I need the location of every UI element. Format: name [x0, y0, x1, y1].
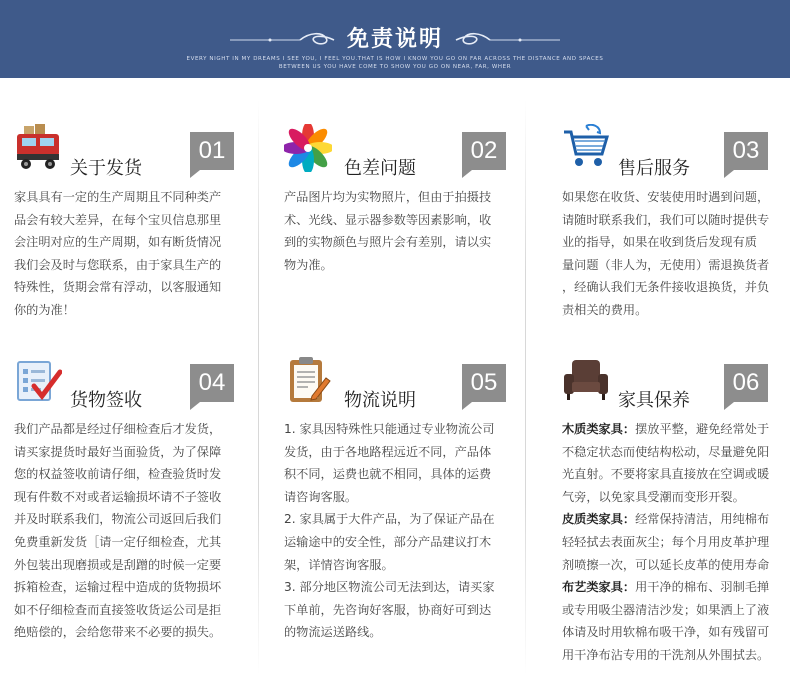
shopping-cart-icon — [562, 124, 610, 172]
section-body: 1. 家具因特殊性只能通过专业物流公司 发货，由于各地路程远近不同，产品体 积不同，运费也就不相同，具体的运费 请咨询客服。 2. 家具属于大件产品，为了保证产品在 运输途中的安全性，部分产品建议打木 架，详情咨询客服。 3. 部分地区物流公司无法到达，请买家 下单前，先咨询好客服，协商好可到达 的物流运送路线。 — [284, 422, 495, 640]
section-color-difference — [284, 124, 534, 324]
section-number-badge: 06 — [724, 364, 768, 402]
clipboard-icon — [284, 356, 332, 404]
section-body: 家具具有一定的生产周期且不同种类产 品会有较大差异，在每个宝贝信息那里 会注明对应的生产周期，如有断货情况 我们会及时与您联系，由于家具生产的 特殊性，货期会常有浮动，以客服通知 你的为准！ — [14, 190, 222, 317]
section-furniture-care — [562, 356, 790, 676]
section-body: 木质类家具：摆放平整，避免经常处于 不稳定状态而使结构松动，尽量避免阳 光直射。不要将家具直接放在空调或暖 气旁，以免家具受潮而变形开裂。 皮质类家具：经常保持清洁，用纯棉布 轻轻拭去表面灰尘；每个月用皮革护理 剂喷擦一次，可以延长皮革的使用寿命 布艺类家具：用干净的棉布、羽制毛掸 或专用吸尘器清洁沙发；如果洒上了液 体请及时用软棉布吸干净，如有残留可 用干净布沾专用的干洗剂从外围拭去。 — [562, 422, 770, 662]
section-title: 关于发货 — [70, 158, 142, 179]
color-wheel-icon — [284, 124, 332, 172]
section-title: 色差问题 — [344, 158, 416, 179]
banner-subtitle-line2: BETWEEN US YOU HAVE COME TO SHOW YOU GO ON NEAR, FAR, WHER — [278, 64, 512, 70]
section-after-sales — [562, 124, 790, 324]
section-title: 家具保养 — [618, 390, 690, 411]
banner-subtitle-line1: EVERY NIGHT IN MY DREAMS I SEE YOU, I FEEL YOU.THAT IS HOW I KNOW YOU GO ON FAR ACROSS THE DISTANCE AND SPACES — [186, 56, 604, 62]
armchair-icon — [562, 356, 610, 404]
checklist-icon — [14, 356, 62, 404]
section-body: 如果您在收货、安装使用时遇到问题， 请随时联系我们，我们可以随时提供专 业的指导，如果在收到货后发现有质 量问题（非人为，无使用）需退换货者 ，经确认我们无条件接收退换货，并负 责相关的费用。 — [562, 190, 770, 317]
banner-title: 免责说明 — [346, 27, 443, 52]
header-banner — [0, 0, 790, 78]
section-delivery — [14, 124, 264, 324]
section-number-badge: 05 — [462, 364, 506, 402]
section-number-badge: 01 — [190, 132, 234, 170]
section-title: 售后服务 — [618, 158, 690, 179]
section-number-badge: 02 — [462, 132, 506, 170]
section-number-badge: 03 — [724, 132, 768, 170]
section-body: 产品图片均为实物照片，但由于拍摄技 术、光线、显示器参数等因素影响，收 到的实物颜色与照片会有差别，请以实 物为准。 — [284, 190, 492, 272]
delivery-truck-icon — [14, 124, 62, 172]
section-number-badge: 04 — [190, 364, 234, 402]
section-signing-receipt — [14, 356, 264, 676]
right-flourish-icon — [450, 30, 560, 50]
section-logistics — [284, 356, 534, 676]
section-title: 物流说明 — [344, 390, 416, 411]
section-body: 我们产品都是经过仔细检查后才发货， 请买家提货时最好当面验货，为了保障 您的权益签收前请仔细，检查验货时发 现有件数不对或者运输损坏请不子签收 并及时联系我们，物流公司返回后我们 免费重新发货［请一定仔细检查，尤其 外包装出现磨损或是刮蹭的时候一定要 拆箱检查，运输过程中造成的货物损坏 如不仔细检查而直接签收货运公司是拒 绝赔偿的，会给您带来不必要的损失。 — [14, 422, 222, 640]
section-title: 货物签收 — [70, 390, 142, 411]
